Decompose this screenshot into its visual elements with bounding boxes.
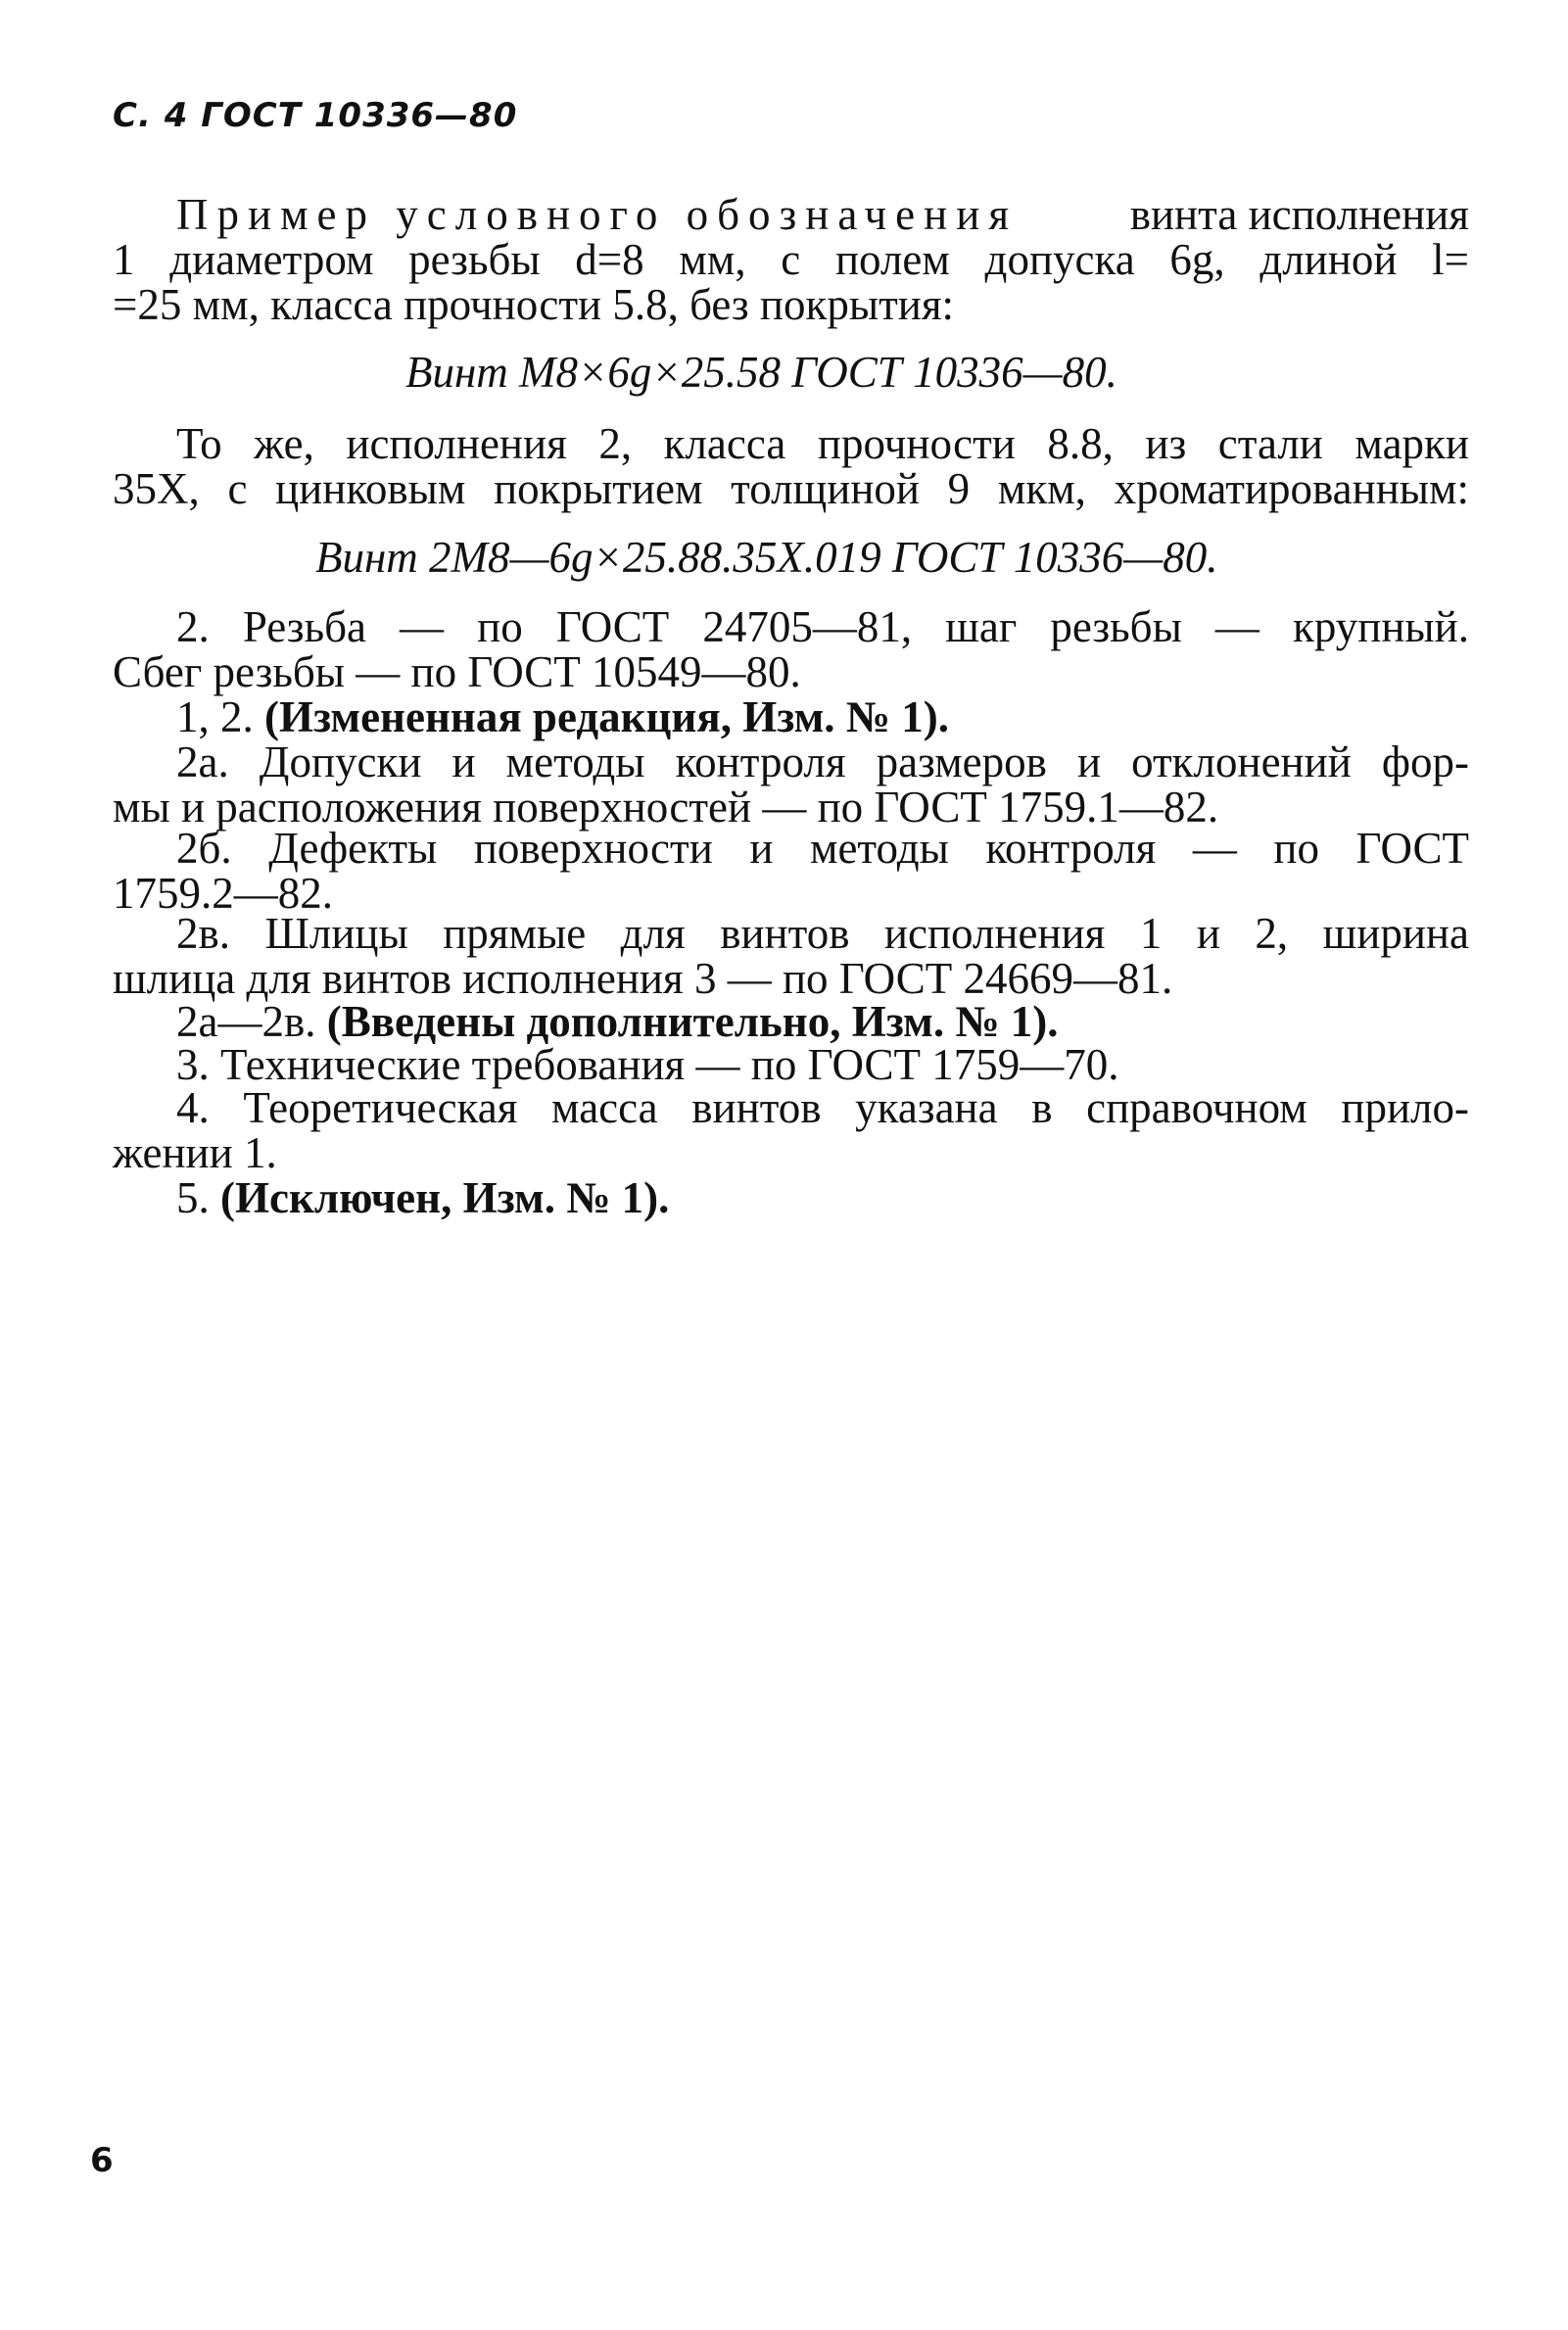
item-2-line-1: 2. Резьба — по ГОСТ 24705—81, шаг резьбы — крупный. — [176, 602, 1469, 651]
item-3: 3. Технические требования — по ГОСТ 1759—70. — [176, 1040, 1119, 1089]
page-header: С. 4 ГОСТ 10336—80 — [113, 96, 518, 135]
item-2v-line-2: шлица для винтов исполнения 3 — по ГОСТ 24669—81. — [113, 954, 1173, 1003]
example-line-2: 1 диаметром резьбы d=8 мм, с полем допуска 6g, длиной l= — [113, 235, 1469, 284]
item-5-prefix: 5. — [176, 1173, 220, 1222]
item-2a-line-1: 2а. Допуски и методы контроля размеров и отклонений фор- — [176, 737, 1469, 786]
item-5-bold: (Исключен, Изм. № 1). — [220, 1173, 670, 1222]
same-line-1: То же, исполнения 2, класса прочности 8.8, из стали марки — [176, 419, 1469, 468]
item-2-line-2: Сбег резьбы — по ГОСТ 10549—80. — [113, 647, 801, 696]
item-2a-2v-prefix: 2а—2в. — [176, 997, 327, 1046]
item-4-line-1: 4. Теоретическая масса винтов указана в справочном прило- — [176, 1083, 1469, 1132]
item-2a-line-2: мы и расположения поверхностей — по ГОСТ 1759.1—82. — [113, 783, 1219, 832]
item-2b-line-2: 1759.2—82. — [113, 869, 333, 918]
item-5 — [176, 1175, 669, 1220]
item-2a-2v-added — [176, 999, 1059, 1044]
example-line-3: =25 мм, класса прочности 5.8, без покрытия: — [113, 280, 955, 329]
formula-2: Винт 2М8—6g×25.88.35Х.019 ГОСТ 10336—80. — [315, 533, 1218, 582]
formula-1: Винт М8×6g×25.58 ГОСТ 10336—80. — [405, 348, 1117, 397]
example-line-1 — [176, 192, 1469, 237]
example-rest-text: винта исполнения — [1129, 190, 1469, 239]
same-line-2: 35Х, с цинковым покрытием толщиной 9 мкм, хроматированным: — [113, 464, 1469, 513]
example-spaced-text: Пример условного обозначения — [176, 190, 1019, 239]
page-number: 6 — [90, 2141, 114, 2180]
item-2a-2v-bold: (Введены дополнительно, Изм. № 1). — [326, 997, 1059, 1046]
item-2v-line-1: 2в. Шлицы прямые для винтов исполнения 1 и 2, ширина — [176, 909, 1469, 958]
item-1-2-revision — [176, 694, 949, 739]
item-4-line-2: жении 1. — [113, 1128, 277, 1177]
item-2b-line-1: 2б. Дефекты поверхности и методы контроля — по ГОСТ — [176, 824, 1469, 873]
item-1-2-prefix: 1, 2. — [176, 692, 264, 741]
item-1-2-bold: (Измененная редакция, Изм. № 1). — [264, 692, 950, 741]
